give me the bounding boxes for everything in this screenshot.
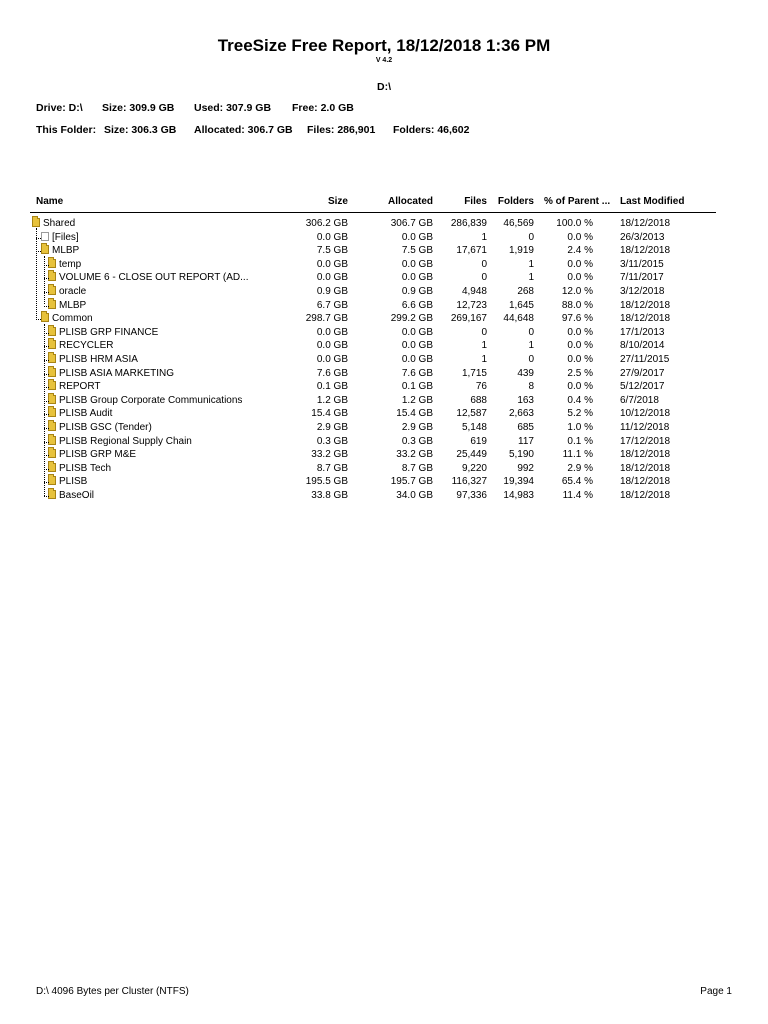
cell-files: 619 <box>470 435 487 447</box>
cell-size: 306.2 GB <box>305 218 348 229</box>
tree-branch <box>44 346 49 347</box>
cell-size: 7.5 GB <box>316 245 348 257</box>
cell-name <box>41 312 93 325</box>
cell-percent: 11.4 % <box>562 490 593 501</box>
cell-modified: 18/12/2018 <box>620 299 671 311</box>
cell-allocated: 15.4 GB <box>396 408 433 420</box>
cell-files: 12,723 <box>456 299 487 311</box>
table-row[interactable] <box>0 258 768 272</box>
cell-name <box>48 353 138 366</box>
cell-allocated: 0.0 GB <box>401 272 433 284</box>
folder-icon <box>48 449 56 458</box>
column-header-folders: Folders <box>497 196 534 207</box>
column-header-size: Size <box>327 196 348 207</box>
row-name: PLISB Tech <box>59 462 112 474</box>
cell-percent: 0.0 % <box>567 340 593 352</box>
cell-modified: 10/12/2018 <box>620 408 671 420</box>
table-row[interactable] <box>0 217 768 231</box>
cell-name <box>48 435 192 448</box>
tree-connector <box>36 228 37 320</box>
cell-allocated: 7.5 GB <box>401 245 433 257</box>
cell-allocated: 0.0 GB <box>401 340 433 352</box>
cell-name <box>48 394 242 407</box>
row-name: MLBP <box>59 299 87 311</box>
cell-modified: 27/11/2015 <box>620 354 670 365</box>
cell-files: 9,220 <box>461 462 487 474</box>
cell-size: 0.0 GB <box>316 340 348 352</box>
tree-branch <box>44 401 49 402</box>
cell-allocated: 0.0 GB <box>401 326 433 338</box>
cell-size: 0.3 GB <box>316 435 348 447</box>
cell-allocated: 0.1 GB <box>401 381 433 393</box>
cell-allocated: 306.7 GB <box>390 218 433 229</box>
cell-files: 97,336 <box>456 490 487 501</box>
cell-folders: 14,983 <box>503 490 534 501</box>
folder-icon <box>48 354 56 363</box>
cell-size: 0.0 GB <box>316 258 348 270</box>
table-row[interactable] <box>0 489 768 503</box>
cell-folders: 0 <box>528 326 534 338</box>
cell-percent: 0.0 % <box>567 326 593 338</box>
cell-folders: 685 <box>517 422 534 433</box>
cell-name <box>48 367 174 380</box>
cell-allocated: 0.3 GB <box>401 435 433 447</box>
cell-name <box>48 448 136 461</box>
version-label: V 4.2 <box>375 57 393 64</box>
cell-modified: 18/12/2018 <box>620 462 671 474</box>
cell-files: 17,671 <box>456 245 487 257</box>
column-header-files: Files <box>464 196 487 207</box>
column-header-allocated: Allocated <box>387 196 433 207</box>
cell-files: 76 <box>475 381 487 393</box>
cell-name <box>48 475 87 488</box>
cell-modified: 18/12/2018 <box>620 476 671 488</box>
cell-percent: 2.5 % <box>567 367 593 379</box>
row-name: VOLUME 6 - CLOSE OUT REPORT (AD... <box>59 272 249 284</box>
column-header-name: Name <box>36 196 64 207</box>
cell-modified: 5/12/2017 <box>620 381 665 393</box>
table-row[interactable] <box>0 462 768 476</box>
cell-files: 1,715 <box>461 367 487 379</box>
cell-files: 1 <box>481 340 487 352</box>
cell-percent: 0.0 % <box>567 231 593 243</box>
cell-files: 1 <box>481 231 487 243</box>
cell-size: 0.1 GB <box>316 381 348 393</box>
table-row[interactable] <box>0 394 768 408</box>
cell-modified: 11/12/2018 <box>620 422 670 433</box>
cell-percent: 12.0 % <box>561 286 593 297</box>
cell-percent: 0.1 % <box>567 435 593 447</box>
tree-branch <box>36 251 41 252</box>
tree-branch <box>44 278 49 279</box>
cell-files: 5,148 <box>461 422 487 433</box>
cluster-info: D:\ 4096 Bytes per Cluster (NTFS) <box>36 986 189 997</box>
cell-size: 0.0 GB <box>316 231 348 243</box>
cell-size: 15.4 GB <box>311 408 348 420</box>
folder-info <box>36 124 469 136</box>
cell-folders: 1 <box>528 272 534 284</box>
row-name: PLISB ASIA MARKETING <box>59 367 175 379</box>
tree-branch <box>44 482 49 483</box>
cell-percent: 0.0 % <box>567 381 593 393</box>
cell-files: 0 <box>481 326 487 338</box>
cell-size: 33.8 GB <box>311 490 348 501</box>
cell-allocated: 195.7 GB <box>390 476 433 488</box>
cell-folders: 992 <box>517 462 534 474</box>
cell-folders: 8 <box>528 381 534 393</box>
cell-modified: 18/12/2018 <box>620 449 671 461</box>
tree-branch <box>44 265 49 266</box>
tree-branch <box>36 319 41 320</box>
tree-branch <box>44 292 49 293</box>
cell-size: 7.6 GB <box>316 367 348 379</box>
cell-folders: 0 <box>528 231 534 243</box>
file-icon <box>41 232 49 241</box>
cell-percent: 100.0 % <box>556 218 593 229</box>
folder-icon <box>48 395 56 404</box>
cell-percent: 97.6 % <box>561 313 593 325</box>
tree-connector <box>44 256 45 304</box>
table-row[interactable] <box>0 380 768 394</box>
cell-size: 0.0 GB <box>316 354 348 365</box>
cell-allocated: 8.7 GB <box>401 462 433 474</box>
cell-allocated: 0.0 GB <box>401 258 433 270</box>
cell-percent: 0.0 % <box>567 354 593 365</box>
table-row[interactable] <box>0 285 768 299</box>
cell-modified: 3/11/2015 <box>620 258 664 270</box>
cell-size: 33.2 GB <box>311 449 348 461</box>
header-divider <box>30 212 716 213</box>
cell-name <box>41 244 79 257</box>
report-title: TreeSize Free Report, 18/12/2018 1:36 PM <box>217 36 551 55</box>
cell-allocated: 6.6 GB <box>401 299 433 311</box>
cell-allocated: 0.0 GB <box>401 231 433 243</box>
cell-folders: 1 <box>528 258 534 270</box>
cell-percent: 0.0 % <box>567 272 593 284</box>
tree-branch <box>44 387 49 388</box>
cell-size: 2.9 GB <box>316 422 348 433</box>
cell-name <box>48 421 152 434</box>
cell-allocated: 34.0 GB <box>396 490 433 501</box>
cell-modified: 18/12/2018 <box>620 218 671 229</box>
cell-name <box>48 326 158 339</box>
row-name: MLBP <box>52 245 80 257</box>
row-name: PLISB GRP FINANCE <box>59 326 159 338</box>
tree-branch <box>44 496 49 497</box>
cell-size: 195.5 GB <box>305 476 348 488</box>
cell-modified: 18/12/2018 <box>620 245 671 257</box>
row-name: PLISB HRM ASIA <box>59 354 138 365</box>
cell-percent: 1.0 % <box>567 422 593 433</box>
drive-size: Size: 309.9 GB <box>102 102 175 114</box>
row-name: RECYCLER <box>59 340 114 352</box>
folder-icon <box>48 436 56 445</box>
cell-size: 1.2 GB <box>316 394 348 406</box>
table-row[interactable] <box>0 435 768 449</box>
folder-icon <box>32 218 40 227</box>
tree-connector <box>44 324 45 496</box>
row-name: PLISB Group Corporate Communications <box>59 394 243 406</box>
cell-allocated: 2.9 GB <box>401 422 433 433</box>
cell-folders: 163 <box>517 394 534 406</box>
folder-icon <box>48 463 56 472</box>
cell-folders: 2,663 <box>508 408 534 420</box>
folder-icon <box>48 476 56 485</box>
cell-size: 0.9 GB <box>316 286 348 297</box>
row-name: PLISB <box>59 476 88 488</box>
drive-info <box>36 102 354 114</box>
folder-icon <box>48 340 56 349</box>
cell-size: 0.0 GB <box>316 272 348 284</box>
tree-branch <box>44 360 49 361</box>
row-name: oracle <box>59 286 87 297</box>
cell-name <box>48 299 86 312</box>
cell-size: 0.0 GB <box>316 326 348 338</box>
cell-folders: 5,190 <box>508 449 534 461</box>
tree-branch <box>44 455 49 456</box>
cell-allocated: 7.6 GB <box>401 367 433 379</box>
cell-folders: 1,645 <box>508 299 534 311</box>
table-row[interactable] <box>0 231 768 245</box>
folder-icon <box>48 272 56 281</box>
cell-name <box>41 231 79 244</box>
table-row[interactable] <box>0 448 768 462</box>
cell-files: 0 <box>481 272 487 284</box>
tree-branch <box>44 469 49 470</box>
folder-folders: Folders: 46,602 <box>393 124 470 136</box>
row-name: REPORT <box>59 381 101 393</box>
folder-icon <box>48 286 56 295</box>
cell-name <box>48 380 101 393</box>
folder-icon <box>48 422 56 431</box>
cell-folders: 44,648 <box>503 313 534 325</box>
cell-folders: 268 <box>517 286 534 297</box>
cell-files: 4,948 <box>461 286 487 297</box>
cell-folders: 0 <box>528 354 534 365</box>
folder-info-label: This Folder: <box>36 124 97 136</box>
cell-percent: 88.0 % <box>561 299 593 311</box>
table-row[interactable] <box>0 353 768 367</box>
row-name: Shared <box>43 218 76 229</box>
folder-icon <box>41 313 49 322</box>
cell-modified: 26/3/2013 <box>620 231 665 243</box>
row-name: temp <box>59 258 82 270</box>
cell-modified: 8/10/2014 <box>620 340 665 352</box>
cell-name <box>32 217 75 230</box>
tree-branch <box>44 306 49 307</box>
cell-modified: 18/12/2018 <box>620 490 671 501</box>
folder-icon <box>48 368 56 377</box>
cell-folders: 19,394 <box>503 476 534 488</box>
drive-free: Free: 2.0 GB <box>292 102 354 114</box>
cell-folders: 1,919 <box>508 245 534 257</box>
tree-branch <box>44 374 49 375</box>
cell-folders: 46,569 <box>503 218 534 229</box>
cell-size: 298.7 GB <box>305 313 348 325</box>
folder-icon <box>48 327 56 336</box>
cell-files: 688 <box>470 394 487 406</box>
tree-branch <box>44 428 49 429</box>
cell-name <box>48 258 81 271</box>
cell-files: 12,587 <box>456 408 487 420</box>
cell-files: 116,327 <box>451 476 487 488</box>
cell-allocated: 299.2 GB <box>390 313 433 325</box>
folder-icon <box>48 408 56 417</box>
cell-name <box>48 462 111 475</box>
cell-files: 286,839 <box>450 218 487 229</box>
cell-modified: 17/1/2013 <box>620 326 665 338</box>
cell-size: 8.7 GB <box>316 462 348 474</box>
cell-name <box>48 489 94 502</box>
cell-allocated: 0.0 GB <box>401 354 433 365</box>
cell-files: 25,449 <box>456 449 487 461</box>
table-row[interactable] <box>0 367 768 381</box>
cell-files: 1 <box>481 354 487 365</box>
row-name: PLISB Audit <box>59 408 113 420</box>
row-name: BaseOil <box>59 490 95 501</box>
tree-branch <box>44 442 49 443</box>
cell-size: 6.7 GB <box>316 299 348 311</box>
cell-files: 0 <box>481 258 487 270</box>
folder-icon <box>48 490 56 499</box>
table-row[interactable] <box>0 244 768 258</box>
table-row[interactable] <box>0 326 768 340</box>
tree-branch <box>44 333 49 334</box>
column-header-modified: Last Modified <box>620 196 685 207</box>
table-row[interactable] <box>0 339 768 353</box>
cell-folders: 117 <box>518 435 534 447</box>
row-name: PLISB GSC (Tender) <box>59 422 152 433</box>
drive-used: Used: 307.9 GB <box>194 102 272 114</box>
table-row[interactable] <box>0 475 768 489</box>
column-header-percent: % of Parent ... <box>544 196 611 207</box>
drive-heading: D:\ <box>377 81 391 93</box>
cell-modified: 6/7/2018 <box>620 394 659 406</box>
tree-branch <box>36 238 41 239</box>
folder-allocated: Allocated: 306.7 GB <box>194 124 293 136</box>
cell-allocated: 0.9 GB <box>401 286 433 297</box>
cell-folders: 1 <box>528 340 534 352</box>
row-name: [Files] <box>52 231 79 243</box>
folder-icon <box>41 245 49 254</box>
cell-percent: 5.2 % <box>567 408 593 420</box>
table-row[interactable] <box>0 271 768 285</box>
cell-name <box>48 285 86 298</box>
folder-icon <box>48 300 56 309</box>
cell-percent: 2.4 % <box>567 245 593 257</box>
table-row[interactable] <box>0 299 768 313</box>
folder-icon <box>48 259 56 268</box>
folder-icon <box>48 381 56 390</box>
cell-files: 269,167 <box>450 313 487 325</box>
cell-percent: 0.0 % <box>567 258 593 270</box>
table-row[interactable] <box>0 312 768 326</box>
cell-name <box>48 339 113 352</box>
page-number: Page 1 <box>700 986 732 997</box>
row-name: PLISB GRP M&E <box>59 449 137 461</box>
folder-files: Files: 286,901 <box>307 124 376 136</box>
cell-modified: 3/12/2018 <box>620 286 665 297</box>
cell-modified: 18/12/2018 <box>620 313 671 325</box>
cell-allocated: 1.2 GB <box>401 394 433 406</box>
cell-modified: 17/12/2018 <box>620 435 671 447</box>
row-name: Common <box>52 313 93 325</box>
cell-percent: 0.4 % <box>567 394 593 406</box>
folder-size: Size: 306.3 GB <box>104 124 177 136</box>
cell-allocated: 33.2 GB <box>396 449 433 461</box>
drive-name: Drive: D:\ <box>36 102 83 114</box>
cell-modified: 7/11/2017 <box>620 272 664 284</box>
row-name: PLISB Regional Supply Chain <box>59 435 192 447</box>
table-row[interactable] <box>0 421 768 435</box>
cell-modified: 27/9/2017 <box>620 367 665 379</box>
cell-folders: 439 <box>517 367 534 379</box>
cell-percent: 2.9 % <box>567 462 593 474</box>
cell-name <box>48 407 112 420</box>
table-row[interactable] <box>0 407 768 421</box>
cell-percent: 11.1 % <box>562 449 593 461</box>
cell-name <box>48 271 249 284</box>
tree-branch <box>44 414 49 415</box>
cell-percent: 65.4 % <box>561 476 593 488</box>
